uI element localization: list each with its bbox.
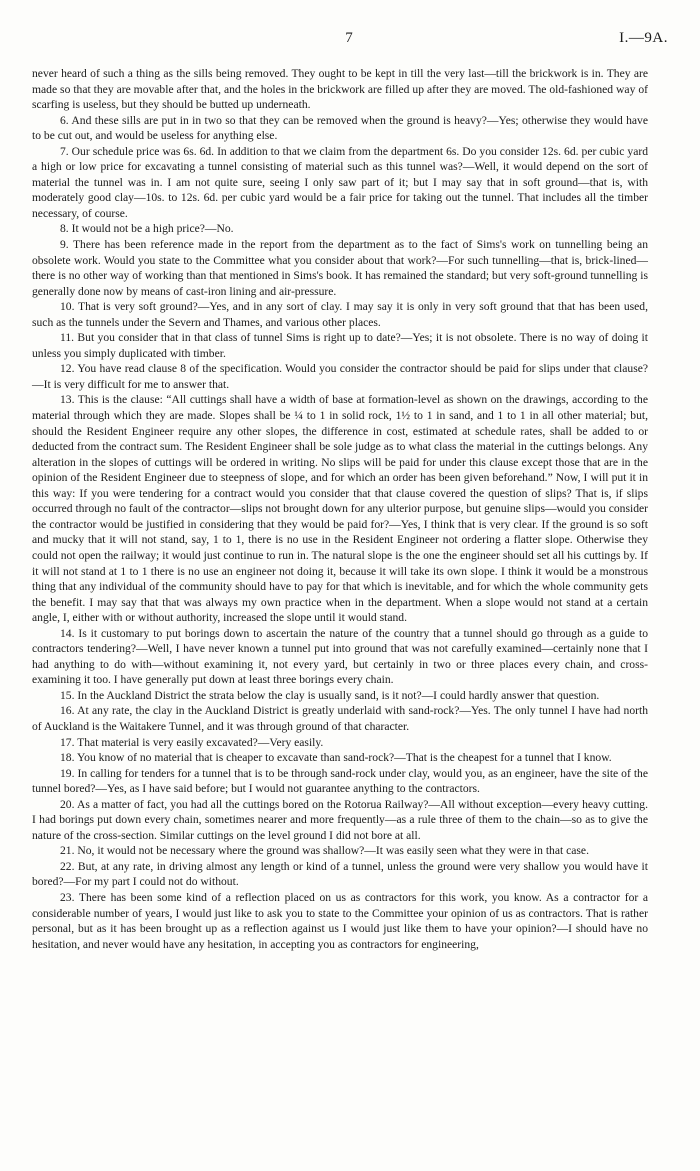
question-8: 8. It would not be a high price?—No.	[60, 222, 234, 236]
question-21: 21. No, it would not be necessary where the ground was shallow?—It was easily seen what they were in that case.	[60, 844, 589, 858]
question-23: 23. There has been some kind of a reflection placed on us as contractors for this work, you know. As a contractor for a considerable number of years, I would just like to ask you to state to the Committee your opinion of us as contractors. That is rather personal, but as it has been brought up as a reflection against us I would just like them to have your opinion?—I should have no hesitation, and never would have any hesitation, in accepting you as contractors for engineering,	[32, 890, 648, 951]
question-18: 18. You know of no material that is cheaper to excavate than sand-rock?—That is the cheapest for a tunnel that I know.	[60, 751, 612, 765]
document-reference: I.—9A.	[619, 30, 668, 46]
paragraph-continuation: never heard of such a thing as the sills being removed. They ought to be kept in till the very last—till the brickwork is in. They are made so that they are movable after that, and the holes in the brickwork are filled up after they are moved. The old-fashioned way of scarfing is useless, but they should be butted up underneath.	[32, 67, 648, 112]
question-20: 20. As a matter of fact, you had all the cuttings bored on the Rotorua Railway?—All without exception—every heavy cutting. I had borings put down every chain, sometimes nearer and more frequently—as a rule three of them to the chain—so as to give the nature of the cross-section. Similar cuttings on the level ground I did not bore at all.	[32, 797, 648, 842]
page-header	[30, 30, 668, 50]
question-14: 14. Is it customary to put borings down to ascertain the nature of the country that a tunnel should go through as a guide to contractors tendering?—Well, I have never known a tunnel put into ground that was not carefully examined—certainly none that I had anything to do with—without examining it, not every yard, but certainly in two or three places every chain, and cross-examining it too. I have generally put down at least three borings every chain.	[32, 626, 648, 687]
question-12: 12. You have read clause 8 of the specification. Would you consider the contractor should be paid for slips under that clause?—It is very difficult for me to answer that.	[32, 362, 648, 391]
question-9: 9. There has been reference made in the report from the department as to the fact of Sims's work on tunnelling being an obsolete work. Would you state to the Committee what you consider about that work?—For such tunnelling—that is, brick-lined—there is no other way of working than that mentioned in Sims's book. It has remained the standard; but very soft-ground tunnelling is generally done now by means of cast-iron lining and air-pressure.	[32, 238, 648, 298]
question-17: 17. That material is very easily excavated?—Very easily.	[60, 735, 324, 749]
question-13: 13. This is the clause: “All cuttings shall have a width of base at formation-level as shown on the drawings, according to the material through which they are made. Slopes shall be ¼ to 1 in solid rock, 1½ to 1 in sand, and 1 to 1 in all other material; but, should the Resident Engineer require any other slopes, the difference in cost, estimated at schedule rates, shall be added to or deducted from the contract sum. The Resident Engineer shall be sole judge as to what class the material in the cuttings belongs. Any alteration in the slopes of cuttings will be ordered in writing. No slips will be paid for under this clause except those that are in the opinion of the Resident Engineer due to steepness of slope, and for which an order has been given beforehand.” Now, I will put it in this way: If you were tendering for a contract would you consider that that clause covered the question of slips? That is, if slips occurred through no fault of the contractor—slips not brought down for any ulterior purpose, but genuine slips—would you consider the contractor would be justified in considering that they would be paid for?—Yes, I think that is very clear. If the ground is so soft and mucky that it will not stand, say, 1 to 1, there is no use in the Resident Engineer not ordering a flatter slope. Otherwise they could not open the railway; it would just continue to run in. The natural slope is the one the engineer should set all his cuttings by. If it will not stand at 1 to 1 there is no use an engineer not doing it, because it will take its own slope. I think it would be a monstrous thing that any individual of the community should have to pay for that which is inevitable, and for which the whole community gets the benefit. I may say that that was always my own practice when in the department. When a slope would not stand at a certain angle, I, either with or without authority, increased the slope until it would stand.	[32, 393, 648, 625]
question-15: 15. In the Auckland District the strata below the clay is usually sand, is it not?—I could hardly answer that question.	[60, 688, 600, 702]
page-number: 7	[345, 30, 353, 46]
question-6: 6. And these sills are put in in two so that they can be removed when the ground is heavy?—Yes; otherwise they would have to be cut out, and would be useless for anything else.	[32, 113, 648, 143]
question-16: 16. At any rate, the clay in the Auckland District is greatly underlaid with sand-rock?—Yes. The only tunnel I have had north of Auckland is the Waitakere Tunnel, and it was through ground of that character.	[32, 704, 648, 733]
question-19: 19. In calling for tenders for a tunnel that is to be through sand-rock under clay, would you, as an engineer, have the site of the tunnel bored?—Yes, as I have said before; but I would not guarantee anything to the contractors.	[32, 766, 648, 796]
question-22: 22. But, at any rate, in driving almost any length or kind of a tunnel, unless the ground were very shallow you would have it bored?—For my part I could not do without.	[32, 859, 648, 889]
question-11: 11. But you consider that in that class of tunnel Sims is right up to date?—Yes; it is not obsolete. There is no way of doing it unless you simply duplicated with timber.	[32, 331, 648, 360]
body-text	[32, 66, 648, 952]
question-7: 7. Our schedule price was 6s. 6d. In addition to that we claim from the department 6s. Do you consider 12s. 6d. per cubic yard a high or low price for excavating a tunnel consisting of material such as this tunnel was?—Well, it would depend on the sort of material the tunnel was in. I am not quite sure, seeing I only saw part of it; but I may say that in soft ground—that is, with moderately good clay—10s. to 12s. 6d. per cubic yard would be a fair price for taking out the tunnel. That includes all the timber necessary, of course.	[32, 144, 648, 220]
question-10: 10. That is very soft ground?—Yes, and in any sort of clay. I may say it is only in very soft ground that that has been used, such as the tunnels under the Severn and Thames, and various other places.	[32, 300, 648, 329]
